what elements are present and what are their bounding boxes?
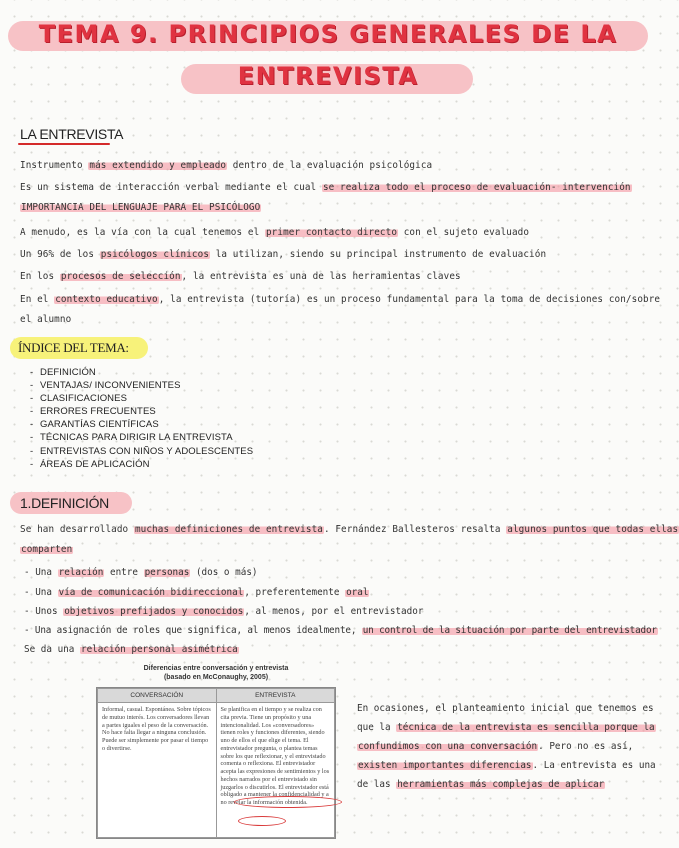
section-heading-la-entrevista: LA ENTREVISTA [20, 126, 124, 142]
intro-paragraph-5: En los procesos de selección, la entrevista es una de las herramientas claves [20, 271, 461, 282]
index-item: - TÉCNICAS PARA DIRIGIR LA ENTREVISTA [40, 432, 233, 443]
definition-bullet: Se da una relación personal asimétrica [24, 644, 238, 655]
side-note-line-3: confundimos con una conversación. Pero no es así, [358, 741, 634, 752]
page-title-line-1: TEMA 9. PRINCIPIOS GENERALES DE LA [38, 20, 618, 48]
definition-bullet: - Una vía de comunicación bidireccional, preferentemente oral [24, 587, 369, 598]
intro-paragraph-1: Instrumento más extendido y empleado dentro de la evaluación psicológica [20, 160, 433, 171]
comparison-table [96, 687, 336, 839]
definition-heading: 1.DEFINICIÓN [20, 495, 109, 511]
index-item: - ENTREVISTAS CON NIÑOS Y ADOLESCENTES [40, 446, 253, 457]
table-title: Diferencias entre conversación y entrevista [143, 665, 289, 672]
handwritten-circle-annotation [234, 796, 342, 808]
table-subtitle: (basado en McConaughy, 2005) [163, 674, 269, 681]
intro-paragraph-4: Un 96% de los psicólogos clínicos la utilizan, siendo su principal instrumento de evaluación [20, 249, 547, 260]
table-header-entrevista: ENTREVISTA [216, 689, 335, 703]
intro-paragraph-6-continued: el alumno [20, 314, 72, 325]
definition-paragraph-continued: comparten [21, 544, 73, 555]
side-note-line-1: En ocasiones, el planteamiento inicial que tenemos es [357, 703, 654, 714]
intro-paragraph-2-continued: IMPORTANCIA DEL LENGUAJE PARA EL PSICÓLOGO [21, 202, 261, 213]
handwritten-circle-annotation-2 [238, 816, 286, 826]
index-heading: ÍNDICE DEL TEMA: [18, 340, 129, 355]
table-cell-entrevista: Se planifica en el tiempo y se realiza con cita previa. Tiene un propósito y una intencionalidad. Los «conversadores» tienen roles y funciones diferentes, siendo uno de ellos el que elige el tema. El entrevistador pregunta, o plantea temas sobre los que reflexionar, y el entrevistado comenta o reflexiona. El entrevistador acepta las expresiones de sentimientos y los hechos narrados por el entrevistado sin juzgarlos o discutirlos. El entrevistador está obligado a mantener la confidencialidad y a no revelar la información obtenida. [216, 703, 335, 838]
heading-underline [18, 143, 110, 145]
intro-paragraph-2: Es un sistema de interacción verbal mediante el cual se realiza todo el proceso de evaluación- intervención [20, 182, 631, 193]
table-cell-conversacion: Informal, casual. Espontánea. Sobre tópicos de mutuo interés. Los conversadores llevan a partes iguales el peso de la conversación. No hace falta llegar a ninguna conclusión. Puede ser simplemente por pasar el tiempo o divertirse. [98, 703, 217, 838]
side-note-line-5: de las herramientas más complejas de aplicar [357, 779, 605, 790]
definition-bullet: - Unos objetivos prefijados y conocidos, al menos, por el entrevistador [24, 606, 424, 617]
side-note-line-2: que la técnica de la entrevista es sencilla porque la [357, 722, 655, 733]
definition-bullet: - Una asignación de roles que significa, al menos idealmente, un control de la situación por parte del entrevistador [24, 625, 657, 636]
index-item: - GARANTÍAS CIENTÍFICAS [40, 419, 159, 430]
page-title-line-2: ENTREVISTA [237, 62, 419, 90]
intro-paragraph-3: A menudo, es la vía con la cual tenemos el primer contacto directo con el sujeto evaluado [20, 227, 530, 238]
side-note-line-4: existen importantes diferencias. La entrevista es una [358, 760, 656, 771]
index-item: - CLASIFICACIONES [40, 393, 127, 404]
index-item: - VENTAJAS/ INCONVENIENTES [40, 380, 181, 391]
definition-paragraph: Se han desarrollado muchas definiciones de entrevista. Fernández Ballesteros resalta algunos puntos que todas ellas [20, 524, 679, 535]
table-header-conversacion: CONVERSACIÓN [98, 689, 217, 703]
index-item: - DEFINICIÓN [40, 367, 96, 378]
intro-paragraph-6: En el contexto educativo, la entrevista (tutoría) es un proceso fundamental para la toma de decisiones con/sobre [20, 294, 661, 305]
definition-bullet: - Una relación entre personas (dos o más) [24, 567, 258, 578]
index-item: - ÁREAS DE APLICACIÓN [40, 459, 150, 470]
index-item: - ERRORES FRECUENTES [40, 406, 156, 417]
